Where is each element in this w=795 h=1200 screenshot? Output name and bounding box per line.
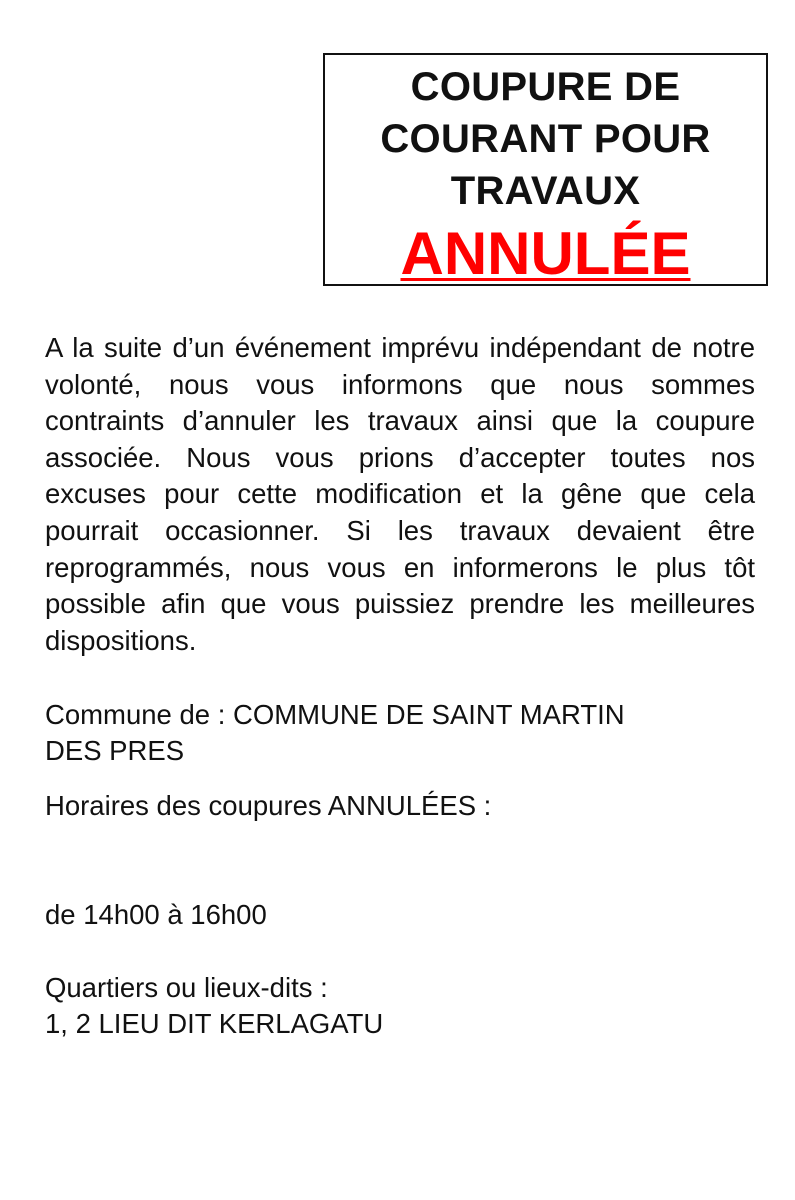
locations-value: 1, 2 LIEU DIT KERLAGATU — [45, 1008, 384, 1039]
notice-body: A la suite d’un événement imprévu indépendant de notre volonté, nous vous informons que nous sommes contraints d’annuler les travaux ainsi que la coupure associée. Nous vous prions d’accepter toutes nos excuses pour cette modification et la gêne que cela pourrait occasionner. Si les travaux devaient être reprogrammés, nous vous en informerons le plus tôt possible afin que vous puissiez prendre les meilleures dispositions. — [45, 332, 755, 656]
title-line-3: TRAVAUX — [450, 169, 641, 213]
commune-line-2: DES PRES — [45, 735, 185, 766]
title-line-2: COURANT POUR — [380, 117, 711, 161]
commune-info — [45, 697, 755, 769]
title-line-1: COUPURE DE — [410, 65, 681, 109]
locations-info — [45, 970, 755, 1042]
notice-title — [325, 55, 766, 217]
commune-line-1: Commune de : COMMUNE DE SAINT MARTIN — [45, 699, 625, 730]
cancelled-status: ANNULÉE — [400, 220, 691, 287]
notice-title-box — [323, 53, 768, 286]
schedule-time: de 14h00 à 16h00 — [45, 899, 267, 930]
locations-label: Quartiers ou lieux-dits : — [45, 972, 328, 1003]
schedule-label: Horaires des coupures ANNULÉES : — [45, 790, 492, 821]
